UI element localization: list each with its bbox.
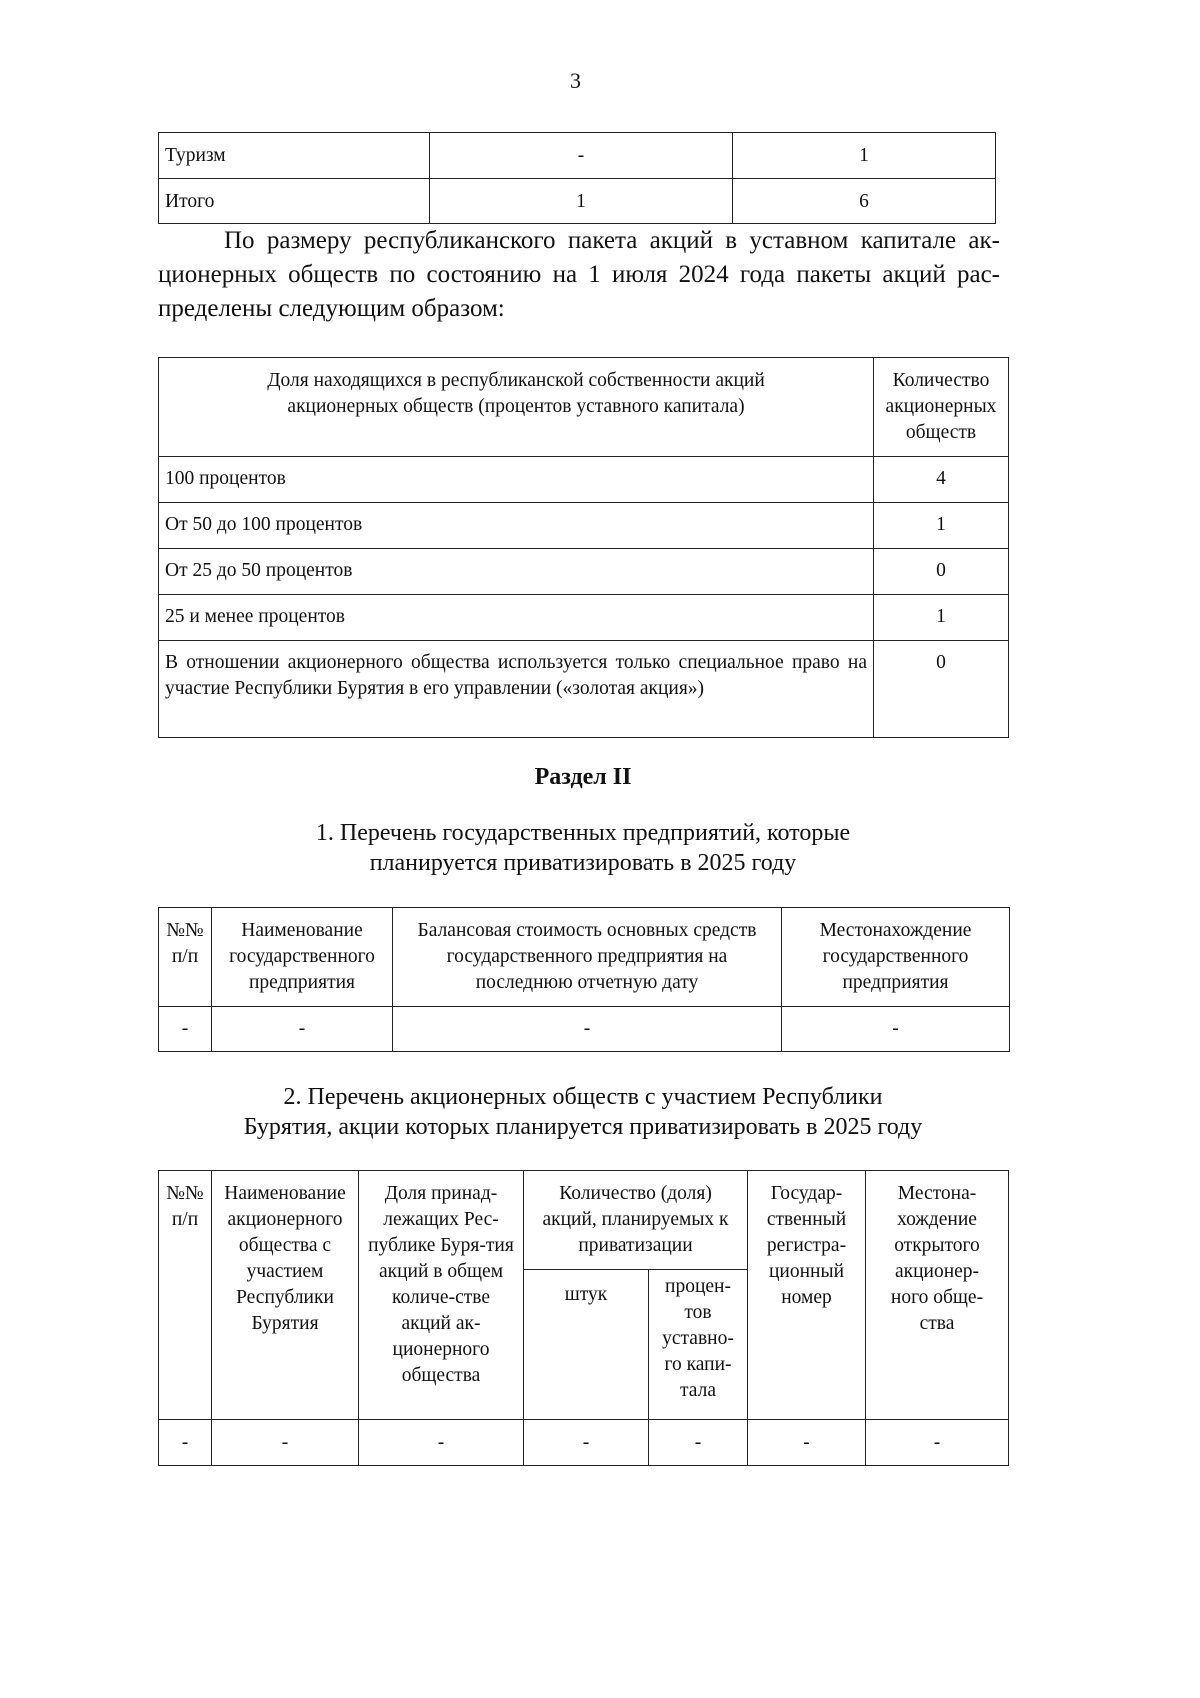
table-cell: - [212,1007,393,1052]
summary-table [158,132,996,224]
enterprises-table [158,907,1010,1052]
table-cell: 1 [874,503,1009,549]
table-cell: - [782,1007,1010,1052]
table-cell: 1 [874,595,1009,641]
table-row [159,595,1009,641]
column-header: Наименование акционерного общества с участием Республики Бурятия [212,1171,359,1420]
paragraph [158,224,1000,326]
table-cell: В отношении акционерного общества используется только специальное право на участие Республики Бурятия в его управлении («золотая акция») [159,641,874,738]
table-cell: - [748,1420,866,1466]
section-title: Раздел II [534,764,632,790]
table-header-row [159,908,1010,1007]
table-cell: - [866,1420,1009,1466]
table-cell: - [430,133,733,179]
paragraph-line: ционерных обществ по состоянию на 1 июля 2024 года пакеты акций рас- [158,261,1000,288]
heading-line: планируется приватизировать в 2025 году [369,850,797,876]
table-row [159,179,996,224]
table-row [159,549,1009,595]
table-cell: - [649,1420,748,1466]
table-row [159,1420,1009,1466]
table-cell: Туризм [159,133,430,179]
column-header: Доля принад-лежащих Рес-публике Буря-тия акций в общем количе-стве акций ак-ционерного общества [359,1171,524,1420]
table-row [159,503,1009,549]
column-header: процен-тов уставно-го капи-тала [649,1270,748,1420]
table-header-row [159,358,1009,457]
column-header: Наименование государственного предприятия [212,908,393,1007]
column-header: Местона-хождение открытого акционер-ного обще-ства [866,1171,1009,1420]
table-cell: 4 [874,457,1009,503]
table-row [159,1007,1010,1052]
column-header: Местонахождение государственного предприятия [782,908,1010,1007]
column-header: №№ п/п [159,908,212,1007]
table-cell: От 50 до 100 процентов [159,503,874,549]
column-header: штук [524,1270,649,1420]
table-cell: - [159,1007,212,1052]
table-row [159,641,1009,738]
heading-line: 1. Перечень государственных предприятий, которые [315,820,851,846]
column-header: Государ-ственный регистра-ционный номер [748,1171,866,1420]
table-cell: Итого [159,179,430,224]
table-cell: - [359,1420,524,1466]
table-header-row [159,1171,1009,1270]
table-cell: 6 [733,179,996,224]
heading-line: Бурятия, акции которых планируется приватизировать в 2025 году [243,1114,923,1140]
table-cell: - [159,1420,212,1466]
table-cell: - [393,1007,782,1052]
heading-2 [158,1082,1008,1142]
paragraph-line: По размеру республиканского пакета акций в уставном капитале ак- [224,227,1000,254]
table-row [159,457,1009,503]
shares-table [158,357,1009,738]
table-cell: 0 [874,641,1009,738]
table-cell: 1 [430,179,733,224]
paragraph-line: пределены следующим образом: [158,295,505,322]
table-cell: 1 [733,133,996,179]
table-cell: 0 [874,549,1009,595]
column-header: №№ п/п [159,1171,212,1420]
joint-stock-table [158,1170,1009,1466]
column-header: Количество акционерных обществ [874,358,1009,457]
table-cell: 25 и менее процентов [159,595,874,641]
column-header: Балансовая стоимость основных средств государственного предприятия на последнюю отчетную дату [393,908,782,1007]
table-row [159,133,996,179]
column-header: Доля находящихся в республиканской собственности акций акционерных обществ (процентов уставного капитала) [159,358,874,457]
page-number: 3 [570,68,581,93]
table-cell: - [524,1420,649,1466]
table-cell: - [212,1420,359,1466]
heading-1 [158,818,1008,878]
table-cell: От 25 до 50 процентов [159,549,874,595]
column-header: Количество (доля) акций, планируемых к приватизации [524,1171,748,1270]
table-cell: 100 процентов [159,457,874,503]
heading-line: 2. Перечень акционерных обществ с участием Республики [283,1084,883,1110]
